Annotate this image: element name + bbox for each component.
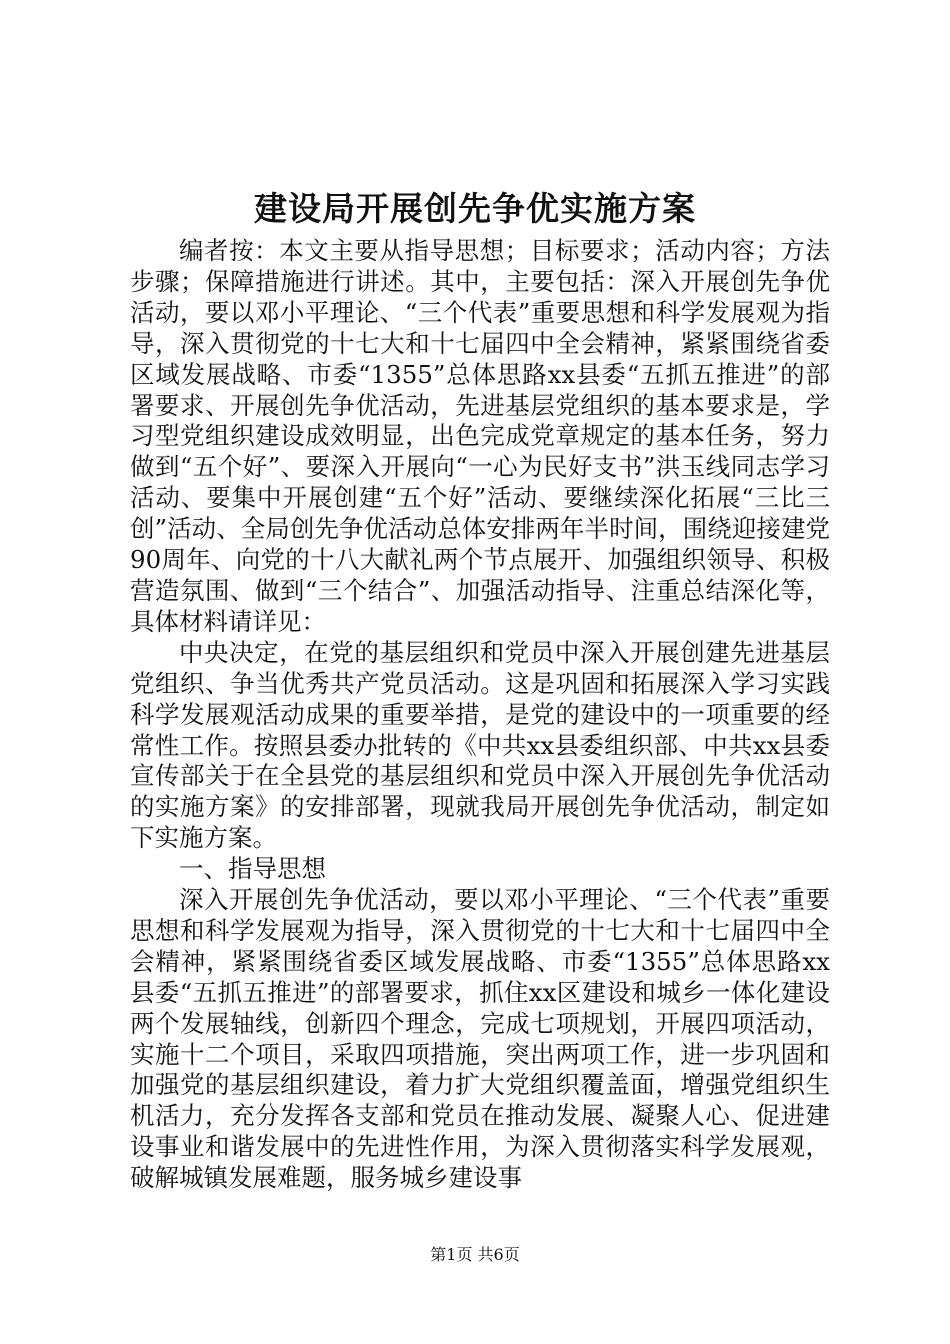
section-heading-guiding-ideology: 一、指导思想 <box>179 854 326 884</box>
document-body <box>130 236 830 1194</box>
document-title: 建设局开展创先争优实施方案 <box>254 189 696 228</box>
page-number-footer: 第1页 共6页 <box>430 1245 520 1264</box>
editor-note-paragraph: 编者按：本文主要从指导思想；目标要求；活动内容；方法步骤；保障措施进行讲述。其中，主要包括：深入开展创先争优活动，要以邓小平理论、“三个代表”重要思想和科学发展观为指导，深入贯彻党的十七大和十七届四中全会精神，紧紧围绕省委区域发展战略、市委“1355”总体思路xx县委“五抓五推进”的部署要求、开展创先争优活动，先进基层党组织的基本要求是，学习型党组织建设成效明显，出色完成党章规定的基本任务，努力做到“五个好”、要深入开展向“一心为民好支书”洪玉线同志学习活动、要集中开展创建“五个好”活动、要继续深化拓展“三比三创”活动、全局创先争优活动总体安排两年半时间，围绕迎接建党90周年、向党的十八大献礼两个节点展开、加强组织领导、积极营造氛围、做到“三个结合”、加强活动指导、注重总结深化等，具体材料请详见： <box>130 236 830 636</box>
intro-paragraph: 中央决定，在党的基层组织和党员中深入开展创建先进基层党组织、争当优秀共产党员活动。这是巩固和拓展深入学习实践科学发展观活动成果的重要举措，是党的建设中的一项重要的经常性工作。按照县委办批转的《中共xx县委组织部、中共xx县委宣传部关于在全县党的基层组织和党员中深入开展创先争优活动的实施方案》的安排部署，现就我局开展创先争优活动，制定如下实施方案。 <box>130 637 830 853</box>
guiding-ideology-paragraph: 深入开展创先争优活动，要以邓小平理论、“三个代表”重要思想和科学发展观为指导，深入贯彻党的十七大和十七届四中全会精神，紧紧围绕省委区域发展战略、市委“1355”总体思路xx县委“五抓五推进”的部署要求，抓住xx区建设和城乡一体化建设两个发展轴线，创新四个理念，完成七项规划，开展四项活动，实施十二个项目，采取四项措施，突出两项工作，进一步巩固和加强党的基层组织建设，着力扩大党组织覆盖面，增强党组织生机活力，充分发挥各支部和党员在推动发展、凝聚人心、促进建设事业和谐发展中的先进性作用，为深入贯彻落实科学发展观，破解城镇发展难题，服务城乡建设事 <box>130 885 830 1193</box>
